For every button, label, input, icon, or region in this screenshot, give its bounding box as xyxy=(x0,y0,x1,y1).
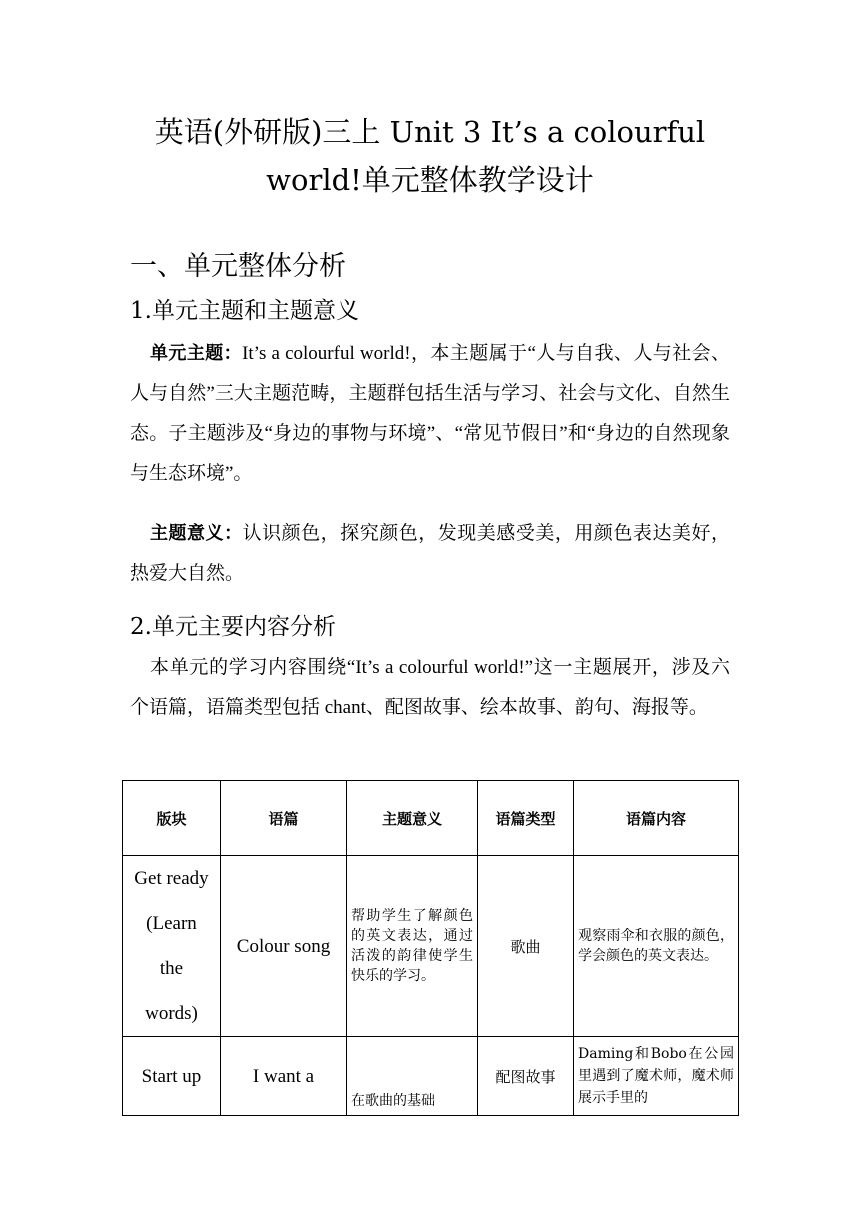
cell-meaning: 帮助学生了解颜色的英文表达，通过活泼的韵律使学生快乐的学习。 xyxy=(347,856,478,1037)
text-theme-meaning: 认识颜色，探究颜色，发现美感受美，用颜色表达美好，热爱大自然。 xyxy=(130,523,730,584)
cell-block-line: (Learn xyxy=(146,913,197,934)
cell-type: 歌曲 xyxy=(478,856,574,1037)
cell-content: Daming和Bobo在公园里遇到了魔术师，魔术师展示手里的 xyxy=(574,1037,739,1116)
header-cell: 语篇内容 xyxy=(574,781,739,856)
section-heading-1: 一、单元整体分析 xyxy=(130,251,346,282)
unit-content-table xyxy=(122,780,739,1116)
cell-meaning: 在歌曲的基础 xyxy=(347,1037,478,1116)
cell-block-line: Get ready xyxy=(134,868,209,889)
paragraph-content-analysis: 本单元的学习内容围绕“It’s a colourful world!”这一主题展开，涉及六个语篇，语篇类型包括 chant、配图故事、绘本故事、韵句、海报等。 xyxy=(130,657,730,718)
cell-type: 配图故事 xyxy=(478,1037,574,1116)
header-cell: 版块 xyxy=(123,781,221,856)
title-line-1: 英语(外研版)三上 Unit 3 It’s a colourful xyxy=(154,115,706,149)
document-title xyxy=(120,108,740,204)
cell-block: Start up xyxy=(123,1037,221,1116)
cell-text: I want a xyxy=(221,1037,347,1116)
cell-block xyxy=(123,856,221,1037)
table-row xyxy=(123,1037,739,1116)
text-unit-theme: It’s a colourful world!，本主题属于“人与自我、人与社会、人与自然”三大主题范畴，主题群包括生活与学习、社会与文化、自然生态。子主题涉及“身边的事物与环境”、“常见节假日”和“身边的自然现象与生态环境”。 xyxy=(130,343,730,484)
title-line-2: world!单元整体教学设计 xyxy=(266,163,594,197)
header-cell: 主题意义 xyxy=(347,781,478,856)
paragraph-theme-meaning xyxy=(130,514,730,594)
cell-block-line: the xyxy=(159,958,184,979)
cell-content: 观察雨伞和衣服的颜色，学会颜色的英文表达。 xyxy=(574,856,739,1037)
label-unit-theme: 单元主题： xyxy=(150,343,243,364)
paragraph-unit-theme xyxy=(130,334,730,494)
cell-block-line: words) xyxy=(145,1003,198,1024)
label-theme-meaning: 主题意义： xyxy=(150,523,243,544)
table-header-row xyxy=(123,781,739,856)
header-cell: 语篇 xyxy=(221,781,347,856)
header-cell: 语篇类型 xyxy=(478,781,574,856)
subheading-2: 2.单元主要内容分析 xyxy=(130,614,336,640)
subheading-1: 1.单元主题和主题意义 xyxy=(130,298,359,324)
table-row xyxy=(123,856,739,1037)
cell-text: Colour song xyxy=(221,856,347,1037)
